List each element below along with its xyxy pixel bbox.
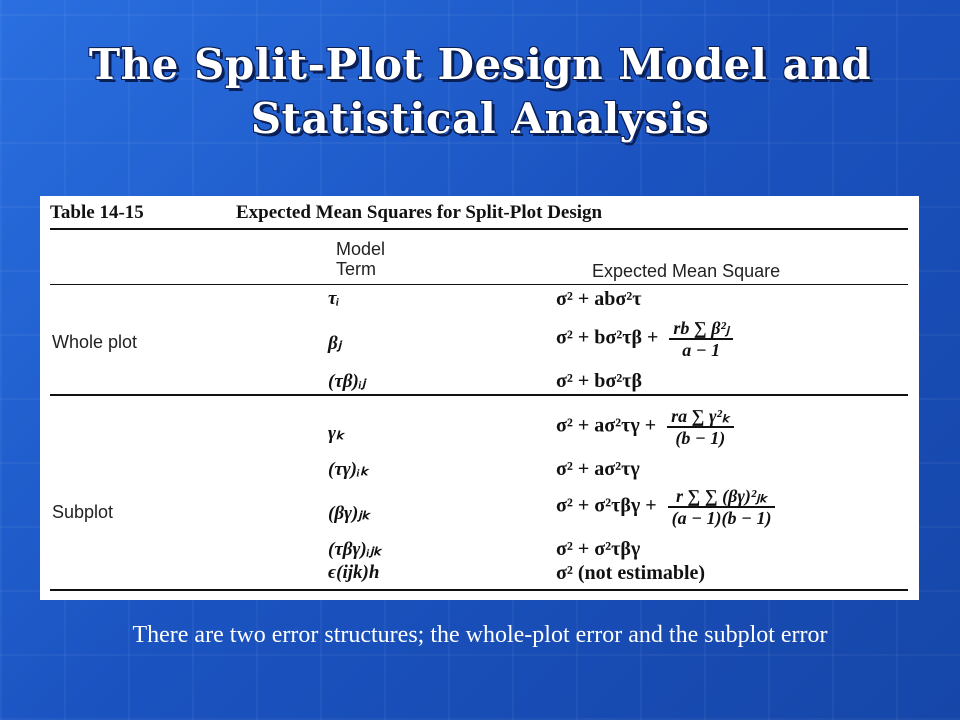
ems-beta-denominator: a − 1 bbox=[682, 340, 721, 360]
term-tau: τᵢ bbox=[328, 288, 340, 309]
slide-title-line2: Statistical Analysis bbox=[250, 94, 710, 143]
slide-title-line1: The Split-Plot Design Model and bbox=[88, 40, 872, 89]
ems-beta bbox=[556, 318, 733, 360]
ems-gamma bbox=[556, 406, 734, 448]
term-beta: βⱼ bbox=[328, 333, 342, 354]
group-subplot: Subplot bbox=[52, 502, 114, 522]
group-whole-plot: Whole plot bbox=[52, 332, 138, 352]
ems-beta-gamma bbox=[556, 486, 775, 528]
table-title: Expected Mean Squares for Split-Plot Design bbox=[236, 202, 603, 223]
ems-beta-gamma-expr: σ² + σ²τβγ + bbox=[556, 494, 657, 517]
ems-beta-gamma-denominator: (a − 1)(b − 1) bbox=[671, 508, 772, 528]
term-tau-beta: (τβ)ᵢⱼ bbox=[328, 371, 366, 392]
table-rule-header bbox=[50, 284, 908, 285]
table-rule-group bbox=[50, 394, 908, 396]
table-rule-bottom bbox=[50, 589, 908, 591]
ems-tau bbox=[556, 288, 642, 311]
footer-note: There are two error structures; the whole-plot error and the subplot error bbox=[132, 622, 828, 648]
ems-tau-beta-expr: σ² + bσ²τβ bbox=[556, 370, 643, 392]
header-term-line2: Term bbox=[336, 259, 376, 279]
term-beta-gamma: (βγ)ⱼₖ bbox=[328, 503, 370, 524]
term-epsilon: ϵ(ijk)h bbox=[328, 562, 380, 583]
ems-gamma-fraction bbox=[667, 406, 733, 448]
term-gamma: γₖ bbox=[328, 423, 344, 444]
term-tau-beta-gamma: (τβγ)ᵢⱼₖ bbox=[328, 539, 382, 560]
ems-tau-gamma bbox=[556, 458, 640, 481]
ems-beta-expr: σ² + bσ²τβ + bbox=[556, 326, 659, 349]
ems-beta-gamma-fraction bbox=[668, 486, 776, 528]
ems-epsilon bbox=[556, 562, 705, 585]
ems-beta-fraction bbox=[669, 318, 733, 360]
ems-tau-beta-gamma-expr: σ² + σ²τβγ bbox=[556, 538, 641, 560]
ems-beta-gamma-numerator: r ∑ ∑ (βγ)²ⱼₖ bbox=[668, 486, 776, 508]
header-term-line1: Model bbox=[336, 239, 386, 259]
ems-epsilon-expr: σ² (not estimable) bbox=[556, 562, 706, 584]
table-rule-top bbox=[50, 228, 908, 230]
ems-tau-beta-gamma bbox=[556, 538, 640, 561]
table-label: Table 14-15 bbox=[50, 202, 144, 223]
slide-title bbox=[0, 38, 960, 146]
ems-gamma-expr: σ² + aσ²τγ + bbox=[556, 414, 657, 437]
header-ems: Expected Mean Square bbox=[592, 261, 781, 281]
ems-tau-beta bbox=[556, 370, 642, 393]
ems-gamma-denominator: (b − 1) bbox=[675, 428, 726, 448]
ems-gamma-numerator: ra ∑ γ²ₖ bbox=[667, 406, 733, 428]
term-tau-gamma: (τγ)ᵢₖ bbox=[328, 459, 369, 480]
ems-tau-gamma-expr: σ² + aσ²τγ bbox=[556, 458, 640, 480]
ems-beta-numerator: rb ∑ β²ⱼ bbox=[669, 318, 733, 340]
ems-tau-expr: σ² + abσ²τ bbox=[556, 288, 642, 310]
ems-table-image bbox=[40, 196, 919, 600]
